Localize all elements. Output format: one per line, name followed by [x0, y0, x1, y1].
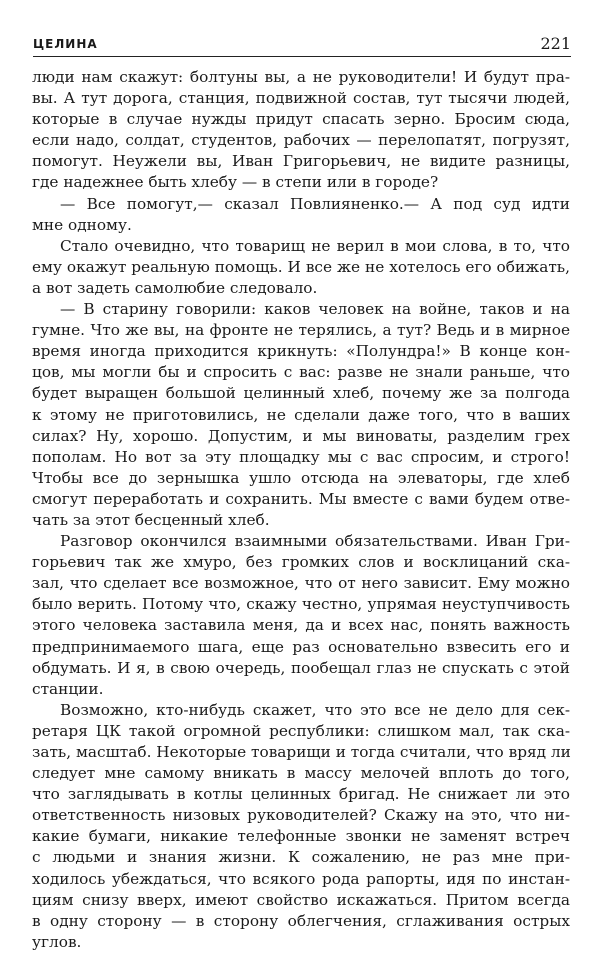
text-line: с людьми и знания жизни. К сожалению, не раз мне при-: [32, 848, 570, 867]
text-line: где надежнее быть хлебу — в степи или в городе?: [32, 173, 439, 192]
text-line: Разговор окончился взаимными обязательствами. Иван Гри-: [60, 532, 570, 551]
text-line: мне одному.: [32, 215, 132, 234]
text-line: ему окажут реальную помощь. И все же не хотелось его обижать,: [32, 257, 570, 276]
text-line: этого человека заставила меня, да и всех нас, понять важность: [32, 616, 570, 635]
text-line: — Все помогут,— сказал Повлияненко.— А под суд идти: [60, 194, 570, 213]
running-title: ЦЕЛИНА: [33, 37, 98, 51]
text-line: станции.: [32, 679, 104, 698]
text-line: Чтобы все до зернышка ушло отсюда на элеваторы, где хлеб: [32, 468, 570, 487]
text-line: зать, масштаб. Некоторые товарищи и тогда считали, что вряд ли: [32, 743, 571, 761]
text-line: какие бумаги, никакие телефонные звонки не заменят встреч: [32, 827, 570, 846]
text-line: углов.: [32, 932, 82, 951]
text-line: смогут переработать и сохранить. Мы вместе с вами будем отве-: [32, 489, 570, 508]
text-line: что заглядывать в котлы целинных бригад. Не снижает ли это: [32, 785, 570, 804]
text-line: если надо, солдат, студентов, рабочих — перелопатят, погрузят,: [32, 131, 570, 150]
text-line: которые в случае нужды придут спасать зерно. Бросим сюда,: [32, 110, 570, 129]
text-line: пополам. Но вот за эту площадку мы с вас спросим, и строго!: [32, 447, 570, 466]
text-line: — В старину говорили: каков человек на войне, таков и на: [60, 300, 570, 319]
text-line: было верить. Потому что, скажу честно, упрямая неуступчивость: [32, 595, 570, 614]
text-line: следует мне самому вникать в массу мелочей вплоть до того,: [32, 764, 570, 783]
text-line: циям снизу вверх, имеют свойство искажаться. Притом всегда: [32, 890, 570, 909]
text-line: чать за этот бесценный хлеб.: [32, 510, 270, 529]
text-line: силах? Ну, хорошо. Допустим, и мы виноваты, разделим грех: [32, 426, 570, 445]
text-line: в одну сторону — в сторону облегчения, сглаживания острых: [32, 911, 570, 930]
text-line: цов, мы могли бы и спросить с вас: разве не знали раньше, что: [32, 363, 570, 382]
text-line: к этому не приготовились, не сделали даже того, что в ваших: [32, 405, 570, 424]
text-line: предпринимаемого шага, еще раз основательно взвесить его и: [32, 637, 570, 656]
text-line: время иногда приходится крикнуть: «Полундра!» В конце кон-: [32, 342, 570, 361]
text-line: зал, что сделает все возможное, что от него зависит. Ему можно: [32, 574, 570, 593]
text-line: ответственность низовых руководителей? Скажу на это, что ни-: [32, 806, 570, 825]
text-line: Возможно, кто-нибудь скажет, что это все не дело для сек-: [60, 700, 570, 719]
text-line: а вот задеть самолюбие следовало.: [32, 278, 318, 297]
page-number: 221: [540, 34, 571, 53]
text-line: горьевич так же хмуро, без громких слов и восклицаний ска-: [32, 553, 570, 572]
text-line: ходилось убеждаться, что всякого рода рапорты, идя по инстан-: [32, 869, 570, 888]
text-line: Стало очевидно, что товарищ не верил в мои слова, в то, что: [60, 236, 570, 255]
running-header: [33, 34, 571, 57]
text-line: будет выращен большой целинный хлеб, почему же за полгода: [32, 384, 570, 403]
body-text: [32, 67, 570, 953]
text-line: обдумать. И я, в свою очередь, пообещал глаз не спускать с этой: [32, 658, 570, 677]
text-line: гумне. Что же вы, на фронте не терялись, а тут? Ведь и в мирное: [32, 321, 570, 340]
text-line: ретаря ЦК такой огромной республики: слишком мал, так ска-: [32, 721, 570, 740]
text-line: вы. А тут дорога, станция, подвижной состав, тут тысячи людей,: [32, 89, 570, 108]
text-line: помогут. Неужели вы, Иван Григорьевич, не видите разницы,: [32, 152, 570, 171]
text-line: люди нам скажут: болтуны вы, а не руководители! И будут пра-: [32, 68, 570, 86]
